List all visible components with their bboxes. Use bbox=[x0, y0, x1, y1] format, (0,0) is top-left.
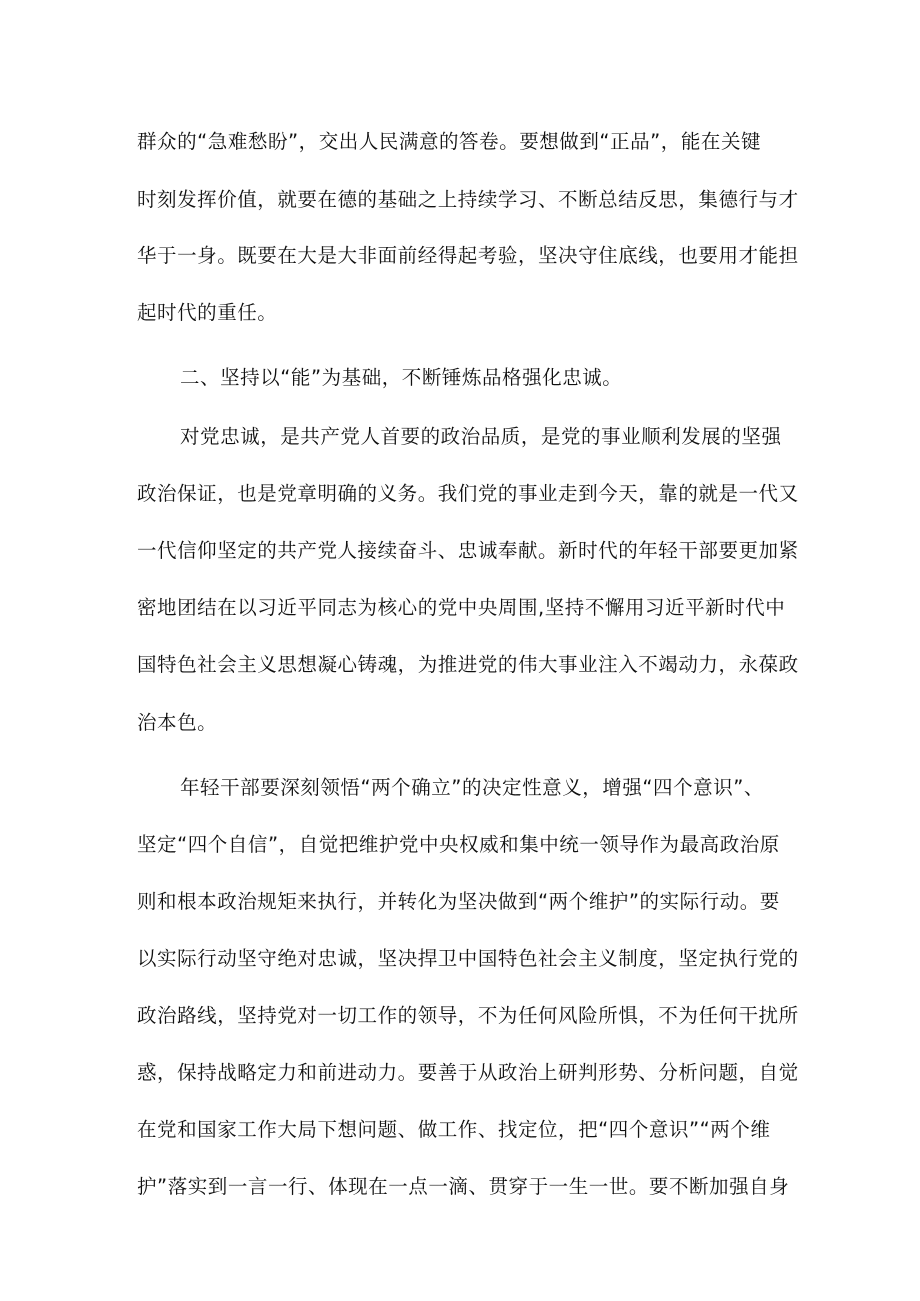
text-line: 密地团结在以习近平同志为核心的党中央周围,坚持不懈用习近平新时代中 bbox=[137, 596, 786, 619]
text-line: 在党和国家工作大局下想问题、做工作、找定位，把“四个意识”“两个维 bbox=[137, 1118, 771, 1141]
text-line: 国特色社会主义思想凝心铸魂，为推进党的伟大事业注入不竭动力，永葆政 bbox=[137, 653, 799, 676]
text-line: 坚定“四个自信”，自觉把维护党中央权威和集中统一领导作为最高政治原 bbox=[137, 833, 780, 856]
text-line: 华于一身。既要在大是大非面前经得起考验，坚决守住底线，也要用才能担 bbox=[137, 244, 799, 267]
text-line: 惑，保持战略定力和前进动力。要善于从政治上研判形势、分析问题，自觉 bbox=[137, 1061, 799, 1084]
text-line: 年轻干部要深刻领悟“两个确立”的决定性意义，增强“四个意识”、 bbox=[180, 776, 764, 799]
text-line: 政治路线，坚持党对一切工作的领导，不为任何风险所惧，不为任何干扰所 bbox=[137, 1004, 799, 1027]
text-line: 政治保证，也是党章明确的义务。我们党的事业走到今天，靠的就是一代又 bbox=[137, 482, 799, 505]
text-line: 时刻发挥价值，就要在德的基础之上持续学习、不断总结反思，集德行与才 bbox=[137, 188, 799, 211]
text-line: 治本色。 bbox=[137, 711, 218, 734]
text-line: 对党忠诚，是共产党人首要的政治品质，是党的事业顺利发展的坚强 bbox=[180, 425, 782, 448]
text-line: 以实际行动坚守绝对忠诚，坚决捍卫中国特色社会主义制度，坚定执行党的 bbox=[137, 947, 799, 970]
text-line: 群众的“急难愁盼”，交出人民满意的答卷。要想做到“正品”，能在关键 bbox=[137, 130, 762, 153]
text-line: 起时代的重任。 bbox=[137, 301, 278, 324]
text-line: 则和根本政治规矩来执行，并转化为坚决做到“两个维护”的实际行动。要 bbox=[137, 890, 780, 913]
section-heading: 二、坚持以“能”为基础，不断锤炼品格强化忠诚。 bbox=[180, 366, 623, 389]
text-line: 一代信仰坚定的共产党人接续奋斗、忠诚奉献。新时代的年轻干部要更加紧 bbox=[137, 539, 799, 562]
text-line: 护”落实到一言一行、体现在一点一滴、贯穿于一生一世。要不断加强自身 bbox=[137, 1175, 790, 1198]
